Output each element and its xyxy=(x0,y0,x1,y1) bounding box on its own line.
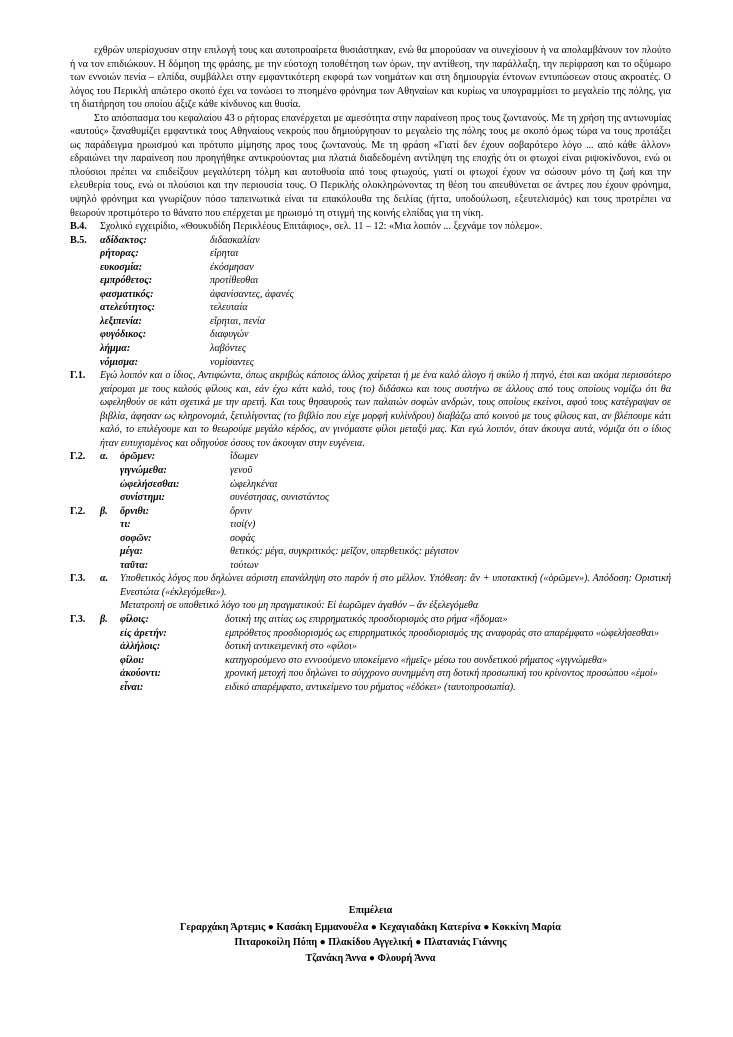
vocab-row xyxy=(100,342,671,356)
vocab-row xyxy=(120,545,671,559)
footer-title: Επιμέλεια xyxy=(348,905,393,916)
vocab-row xyxy=(100,261,671,275)
vocab-row xyxy=(120,450,671,464)
vocab-term: ρήτορας: xyxy=(100,248,139,260)
syntax-row xyxy=(120,654,671,668)
document-footer xyxy=(70,903,671,966)
question-g2b-label: Γ.2. xyxy=(70,505,86,517)
question-b4-text: Σχολικό εγχειρίδιο, «Θουκυδίδη Περικλέους Επιτάφιος», σελ. 11 – 12: «Μια λοιπόν ... ξεχνάμε τον πόλεμο». xyxy=(100,221,543,233)
vocab-row xyxy=(100,234,671,248)
question-g2a-label: Γ.2. xyxy=(70,451,86,463)
vocab-definition: γενοῦ xyxy=(230,464,253,476)
question-b4 xyxy=(70,220,671,234)
vocab-row xyxy=(120,478,671,492)
question-g3b-sub: β. xyxy=(100,613,108,625)
syntax-term: φίλοι: xyxy=(120,654,145,666)
vocab-definition: τελευταία xyxy=(210,302,248,314)
vocab-definition: προτίθεσθαι xyxy=(210,275,259,287)
question-g1-label: Γ.1. xyxy=(70,370,86,382)
syntax-definition: εμπρόθετος προσδιορισμός ως επιρρηματικός προσδιορισμός της αναφοράς στο απαρέμφατο «ὠφελήσεσθαι» xyxy=(225,627,660,639)
vocab-row xyxy=(100,301,671,315)
vocab-term: ευκοσμία: xyxy=(100,261,143,273)
vocab-definition: διδασκαλίαν xyxy=(210,234,260,246)
syntax-term: φίλοις: xyxy=(120,613,149,625)
question-g3a-line1: Υποθετικός λόγος που δηλώνει αόριστη επανάληψη στο παρόν ή στο μέλλον. Υπόθεση: ἄν + υποτακτική («ὁρῶμεν»). Απόδοση: Οριστική Ενεστώτα («ἐκλεγόμεθα»). xyxy=(120,573,671,598)
vocab-term: εμπρόθετος: xyxy=(100,275,153,287)
vocab-definition: συνέστησας, συνιστάντος xyxy=(230,492,330,504)
question-g3b-list xyxy=(120,613,671,694)
question-b5-list xyxy=(100,234,671,369)
vocab-term: φυγόδικος: xyxy=(100,329,147,341)
question-g1 xyxy=(70,369,671,450)
footer-credits-line: Γεραρχάκη Άρτεμις ● Κασάκη Εμμανουέλα ● Κεχαγιαδάκη Κατερίνα ● Κοκκίνη Μαρία xyxy=(180,921,561,933)
vocab-term: ταῦτα: xyxy=(120,559,149,571)
vocab-term: συνίστημι: xyxy=(120,492,165,504)
syntax-row xyxy=(120,640,671,654)
syntax-term: εἰς ἀρετήν: xyxy=(120,627,167,639)
vocab-row xyxy=(100,328,671,342)
question-g3b xyxy=(70,613,671,694)
question-g2b xyxy=(70,505,671,573)
vocab-row xyxy=(120,559,671,573)
vocab-definition: τούτων xyxy=(230,559,259,571)
syntax-definition: χρονική μετοχή που δηλώνει το σύγχρονο συνημμένη στη δοτική προσωπική του κρίνοντος προσώπου «ἐμοί» xyxy=(225,668,658,680)
footer-credits-line: Πιταροκοίλη Πόπη ● Πλακίδου Αγγελική ● Πλατανιάς Γιάννης xyxy=(234,937,507,948)
question-g3a-label: Γ.3. xyxy=(70,573,86,585)
syntax-definition: κατηγορούμενο στο εννοούμενο υποκείμενο «ἡμεῖς» μέσω του συνδετικού ρήματος «γιγνώμεθα» xyxy=(225,654,608,666)
question-g3a-body xyxy=(120,572,671,613)
vocab-row xyxy=(120,518,671,532)
question-b5 xyxy=(70,234,671,369)
vocab-row xyxy=(120,464,671,478)
paragraph-2: Στο απόσπασμα του κεφαλαίου 43 ο ρήτορας επανέρχεται με αμεσότητα στην παραίνεση προς τους ζωντανούς. Με τη χρήση της αντωνυμίας «αυτούς» ξαναθυμίζει εμφαντικά τους Αθηναίους νεκρούς που δημιούργησαν το μεγαλείο της πόλης τους με σκοπό όμως τώρα να τους προτάξει ως παράδειγμα ηρωισμού και πρότυπο μίμησης προς τους ζωντανούς. Με τη φράση «Γιατί δεν έχουν σοβαρότερο λόγο ... από κάθε άλλον» εδραιώνει την παραίνεση που προηγήθηκε αντικρούοντας μια πλατιά διαδεδομένη αντίληψη της εποχής ότι οι φτωχοί είναι ριψοκίνδυνοι, ενώ οι πλούσιοι πρέπει να επιδείξουν μεγαλύτερη τόλμη και αυτοθυσία από τους φτωχούς, γιατί οι φτωχοί έχουν να σώσουν μόνο τη ζωή και την ελευθερία τους, ενώ οι πλούσιοι και την περιουσία τους. Ο Περικλής ολοκληρώνοντας τη θέση του απευθύνεται σε άντρες που έχουν φρόνημα, υψηλό φρόνημα και γνωρίζουν πόσο ταπεινωτικά είναι τα επακόλουθα της δειλίας (ήττα, υποδούλωση, εξευτελισμός) και τους προτρέπει να θεωρούν προτιμότερο το θάνατο που επέρχεται με ηρωισμό τη στιγμή της κοινής ελπίδας για τη νίκη. xyxy=(70,112,671,219)
question-g3a-sub: α. xyxy=(100,573,109,585)
vocab-term: ατελεύτητος: xyxy=(100,302,156,314)
question-g2b-sub: β. xyxy=(100,505,108,517)
vocab-definition: ἴδωμεν xyxy=(230,451,259,463)
question-g1-text: Εγώ λοιπόν και ο ίδιος, Αντιφώντα, όπως ακριβώς κάποιος άλλος χαίρεται ή με ένα καλό άλογο ή σκύλο ή πτηνό, έτσι και ακόμα περισσότερο χαίρομαι με τους καλούς φίλους και, εάν έχω κάτι καλό, τους (το) διδάσκω και τους συστήνω σε άλλους από τους οποίους νομίζω ότι θα ωφεληθούν σε κάτι σχετικά με την αρετή. Και τους θησαυρούς των παλαιών σοφών ανδρών, τους οποίους εκείνοι, αφού τους κατέγραψαν σε βιβλία, άφησαν ως κληρονομιά, ξετυλίγοντας (το βιβλίο που είχε μορφή κυλίνδρου) διαβάζω από κοινού με τους φίλους και, αν βλέπουμε κάτι καλό, το επιλέγουμε και το θεωρούμε μεγάλο κέρδος, αν γινόμαστε φίλοι μεταξύ μας. Και εγώ λοιπόν, όταν άκουγα αυτά, νόμιζα ότι ο ίδιος ήταν ευτυχισμένος και οδηγούσε όσους τον άκουγαν στην ευγένεια. xyxy=(100,370,671,449)
vocab-definition: ἐκόσμησαν xyxy=(210,261,254,273)
vocab-row xyxy=(120,505,671,519)
question-b4-label: Β.4. xyxy=(70,221,87,233)
syntax-row xyxy=(120,667,671,681)
vocab-term: ὄρνιθι: xyxy=(120,505,149,517)
vocab-row xyxy=(100,288,671,302)
question-g3a xyxy=(70,572,671,613)
vocab-term: μέγα: xyxy=(120,546,143,558)
syntax-definition: ειδικό απαρέμφατο, αντικείμενο του ρήματος «ἐδόκει» (ταυτοπροσωπία). xyxy=(225,681,516,693)
syntax-definition: δοτική αντικειμενική στο «φίλοι» xyxy=(225,641,357,653)
paragraph-1: εχθρών υπερίσχυσαν στην επιλογή τους και αυτοπροαίρετα θυσιάστηκαν, ενώ θα μπορούσαν να συνεχίσουν ή να απολαμβάνουν τον πλούτο ή να τον επιδιώκουν. Η δόμηση της φράσης, με την εύστοχη τοποθέτηση των όρων, την αντίθεση, την παράλλαξη, την περίφραση και το οξύμωρο των εννοιών πενία – ελπίδα, συμβάλλει στην εμφαντικότερη εκφορά των νοημάτων και στη δημιουργία έντονων εντυπώσεων στους ακροατές. Ο λόγος του Περικλή απώτερο σκοπό έχει να τονώσει το πτοημένο φρόνημα των Αθηναίων και κυρίως να υπογραμμίσει το μεγαλείο της πόλης, για τη διατήρηση του οποίου άξιζε κάθε κίνδυνος και θυσία. xyxy=(70,45,671,111)
vocab-definition: ὠφεληκέναι xyxy=(230,478,278,490)
vocab-row xyxy=(120,532,671,546)
syntax-definition: δοτική της αιτίας ως επιρρηματικός προσδιορισμός στο ρήμα «ἥδομαι» xyxy=(225,613,508,625)
question-g2a-sub: α. xyxy=(100,451,109,463)
footer-credits-line: Τζανάκη Άννα ● Φλουρή Άννα xyxy=(305,952,436,964)
vocab-term: φασματικός: xyxy=(100,288,154,300)
syntax-term: εἶναι: xyxy=(120,681,144,693)
vocab-term: σοφῶν: xyxy=(120,532,152,544)
vocab-term: τι: xyxy=(120,519,131,531)
vocab-term: νόμισμα: xyxy=(100,356,138,368)
vocab-definition: σοφάς xyxy=(230,532,256,544)
vocab-term: λήμμα: xyxy=(100,343,131,355)
vocab-term: γιγνώμεθα: xyxy=(120,464,167,476)
vocab-row xyxy=(120,491,671,505)
vocab-term: λεξιπενία: xyxy=(100,315,142,327)
vocab-row xyxy=(100,274,671,288)
vocab-definition: διαφυγών xyxy=(210,329,249,341)
syntax-row xyxy=(120,613,671,627)
vocab-term: ὁρῶμεν: xyxy=(120,451,156,463)
vocab-definition: εἴρηται, πενία xyxy=(210,315,266,327)
vocab-definition: θετικός: μέγα, συγκριτικός: μεῖζον, υπερθετικός: μέγιστον xyxy=(230,546,459,558)
question-g3a-line2: Μετατροπή σε υποθετικό λόγο του μη πραγματικού: Εἰ ἑωρῶμεν ἀγαθόν – ἄν ἐξελεγόμεθα xyxy=(120,600,479,612)
vocab-definition: νομίσαντες xyxy=(210,356,254,368)
question-g2a-list xyxy=(120,450,671,504)
syntax-row xyxy=(120,681,671,695)
question-g3b-label: Γ.3. xyxy=(70,613,86,625)
syntax-term: ἀλλήλοις: xyxy=(120,641,161,653)
vocab-definition: λαβόντες xyxy=(210,343,246,355)
vocab-definition: τισί(ν) xyxy=(230,519,256,531)
syntax-row xyxy=(120,627,671,641)
question-g2a xyxy=(70,450,671,504)
vocab-row xyxy=(100,315,671,329)
question-b5-label: Β.5. xyxy=(70,234,87,246)
vocab-definition: ἀφανίσαντες, ἀφανές xyxy=(210,288,294,300)
vocab-definition: εἴρηται xyxy=(210,248,239,260)
syntax-term: ἀκούοντι: xyxy=(120,668,161,680)
vocab-definition: ὄρνιν xyxy=(230,505,252,517)
question-g2b-list xyxy=(120,505,671,573)
vocab-row xyxy=(100,356,671,370)
vocab-term: αδίδακτος: xyxy=(100,234,147,246)
vocab-row xyxy=(100,247,671,261)
vocab-term: ὠφελήσεσθαι: xyxy=(120,478,180,490)
